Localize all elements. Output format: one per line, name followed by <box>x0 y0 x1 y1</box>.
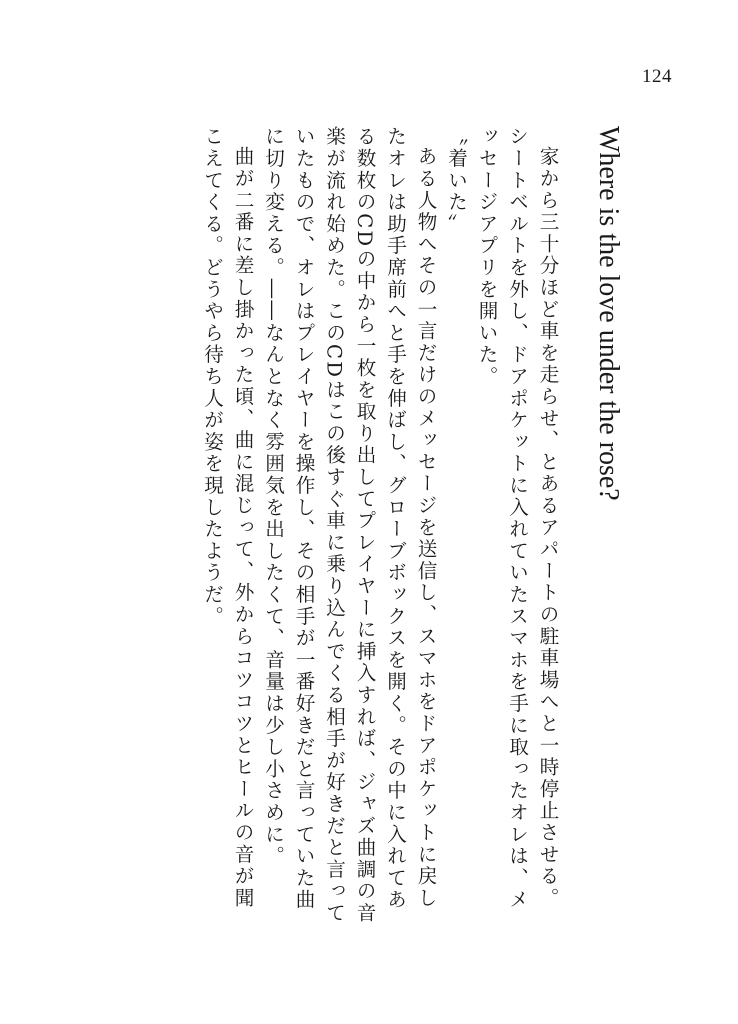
paragraph-4: 曲が二番に差し掛かった頃、曲に混じって、外からコツコツとヒールの音が聞こえてくる。どうやら待ち人が姿を現したようだ。 <box>200 126 254 909</box>
chapter-title: Where is the love under the rose? <box>593 126 624 501</box>
page-number: 124 <box>642 66 672 87</box>
paragraph-3: ある人物へその一言だけのメッセージを送信し、スマホをドアポケットに戻したオレは助手席前へと手を伸ばし、グローブボックスを開く。その中に入れてある数枚のCDの中から一枚を取り出してプレイヤーに挿入すれば、ジャズ曲調の音楽が流れ始めた。このCDはこの後すぐ車に乗り込んでくる相手が好きだと言っていたもので、オレはプレイヤーを操作し、その相手が一番好きだと言っていた曲に切り変える。――なんとなく雰囲気を出したくて、音量は少し小さめに。 <box>261 126 437 925</box>
paragraph-2: 〝着いた〟 <box>444 126 468 235</box>
body-text <box>176 126 562 926</box>
paragraph-1: 家から三十分ほど車を走らせ、とあるアパートの駐車場へと一時停止させる。シートベルトを外し、ドアポケットに入れていたスマホを手に取ったオレは、メッセージアプリを開いた。 <box>475 126 559 911</box>
